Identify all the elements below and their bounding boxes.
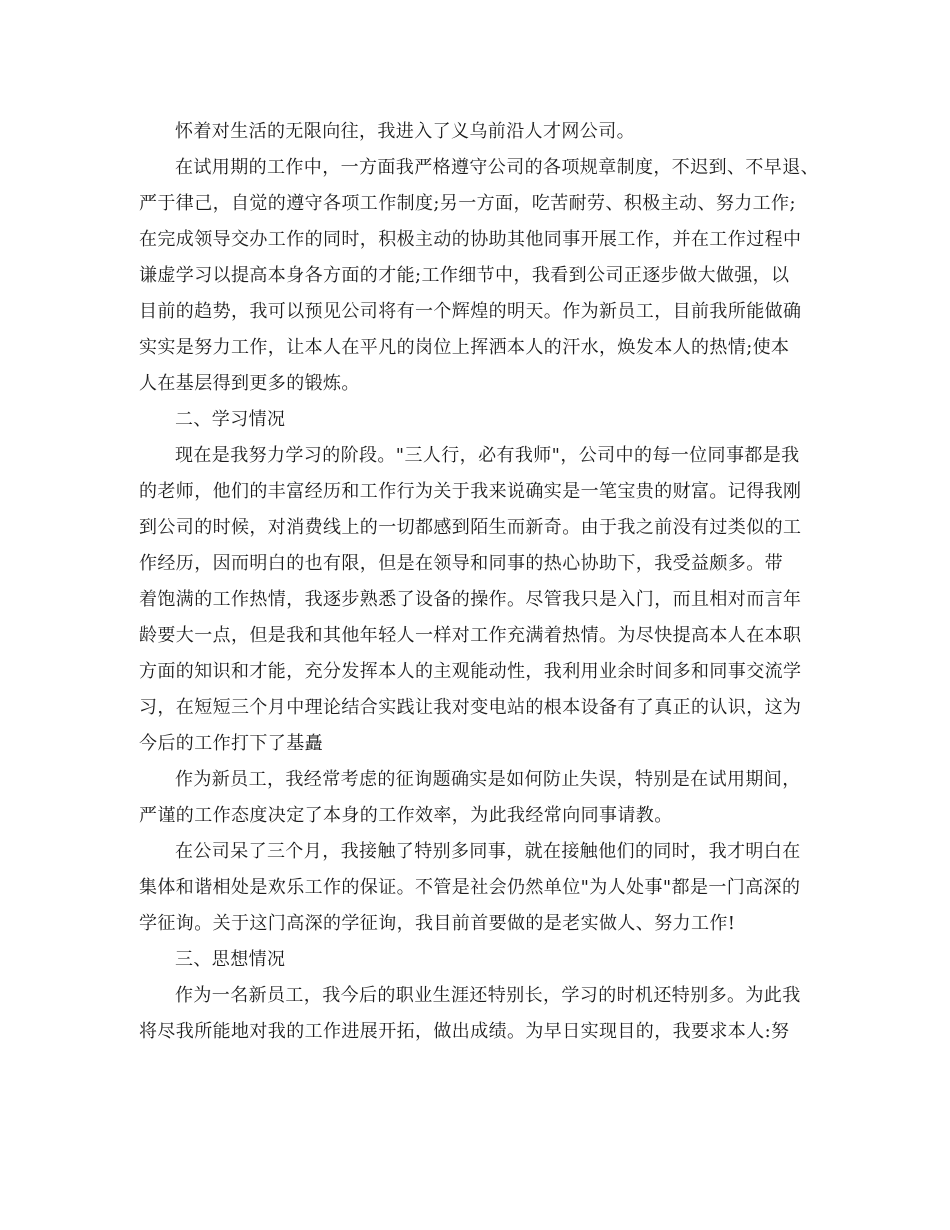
text-line-6: 目前的趋势，我可以预见公司将有一个辉煌的明天。作为新员工，目前我所能做确 [139,301,802,322]
section-heading-thoughts: 三、思想情况 [175,949,286,970]
text-line-23: 学征询。关于这门高深的学征询，我目前首要做的是老实做人、努力工作! [139,913,736,934]
text-line-19: 作为新员工，我经常考虑的征询题确实是如何防止失误，特别是在试用期间， [175,769,801,790]
text-line-18: 今后的工作打下了基矗 [139,733,323,754]
text-line-20: 严谨的工作态度决定了本身的工作效率，为此我经常向同事请教。 [139,805,673,826]
text-line-22: 集体和谐相处是欢乐工作的保证。不管是社会仍然单位"为人处事"都是一门高深的 [139,877,801,898]
text-line-15: 龄要大一点，但是我和其他年轻人一样对工作充满着热情。为尽快提高本人在本职 [139,625,802,646]
text-line-13: 作经历，因而明白的也有限，但是在领导和同事的热心协助下，我受益颇多。带 [139,553,783,574]
text-line-11: 的老师，他们的丰富经历和工作行为关于我来说确实是一笔宝贵的财富。记得我刚 [139,481,802,502]
text-line-21: 在公司呆了三个月，我接触了特别多同事，就在接触他们的同时，我才明白在 [175,841,801,862]
text-line-14: 着饱满的工作热情，我逐步熟悉了设备的操作。尽管我只是入门，而且相对而言年 [139,589,802,610]
text-line-8: 人在基层得到更多的锻炼。 [139,373,360,394]
text-line-2: 在试用期的工作中，一方面我严格遵守公司的各项规章制度，不迟到、不早退、 [175,157,819,178]
text-line-16: 方面的知识和才能，充分发挥本人的主观能动性，我利用业余时间多和同事交流学 [139,661,802,682]
text-line-25: 作为一名新员工，我今后的职业生涯还特别长，学习的时机还特别多。为此我 [175,985,801,1006]
text-line-1: 怀着对生活的无限向往，我进入了义乌前沿人才网公司。 [175,121,635,142]
text-line-10: 现在是我努力学习的阶段。"三人行，必有我师"，公司中的每一位同事都是我 [175,445,800,466]
text-line-4: 在完成领导交办工作的同时，积极主动的协助其他同事开展工作，并在工作过程中 [139,229,802,250]
text-line-3: 严于律己，自觉的遵守各项工作制度;另一方面，吃苦耐劳、积极主动、努力工作; [139,193,796,214]
text-line-12: 到公司的时候，对消费线上的一切都感到陌生而新奇。由于我之前没有过类似的工 [139,517,802,538]
text-line-7: 实实是努力工作，让本人在平凡的岗位上挥洒本人的汗水，焕发本人的热情;使本 [139,337,790,358]
text-line-17: 习，在短短三个月中理论结合实践让我对变电站的根本设备有了真正的认识，这为 [139,697,802,718]
text-line-26: 将尽我所能地对我的工作进展开拓，做出成绩。为早日实现目的，我要求本人:努 [139,1021,790,1042]
section-heading-study: 二、学习情况 [175,409,286,430]
text-line-5: 谦虚学习以提高本身各方面的才能;工作细节中，我看到公司正逐步做大做强，以 [139,265,790,286]
